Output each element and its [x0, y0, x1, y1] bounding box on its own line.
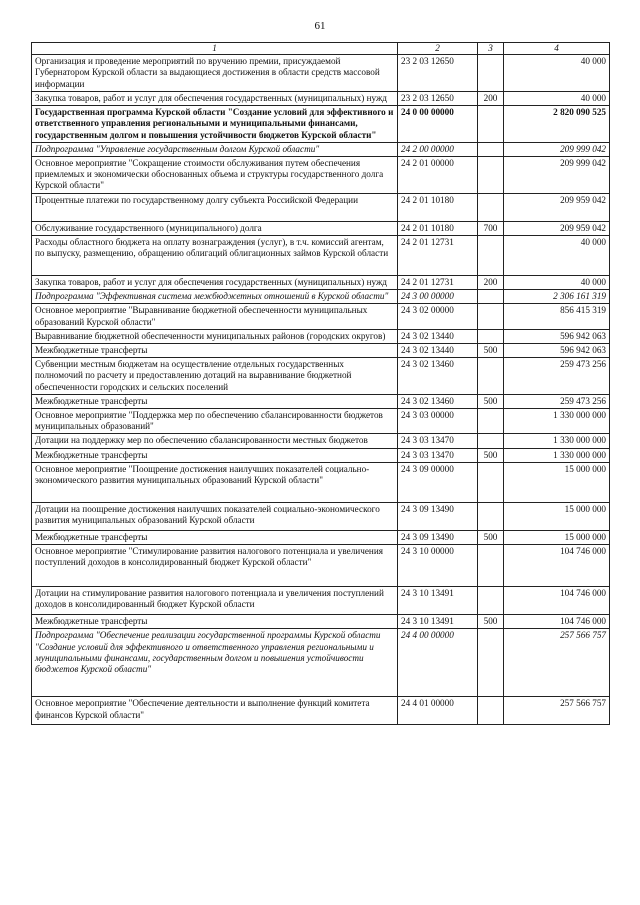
- row-amount-cell: 40 000: [504, 235, 610, 275]
- table-row: [32, 193, 610, 221]
- row-expense-type-cell: [478, 358, 504, 395]
- row-code-cell: 24 0 00 00000: [398, 106, 478, 143]
- row-name-cell: Процентные платежи по государственному долгу субъекта Российской Федерации: [32, 193, 398, 221]
- row-amount-cell: 596 942 063: [504, 329, 610, 343]
- table-row: [32, 629, 610, 697]
- row-amount-cell: 104 746 000: [504, 615, 610, 629]
- row-expense-type-cell: [478, 587, 504, 615]
- row-expense-type-cell: [478, 55, 504, 92]
- row-amount-cell: 596 942 063: [504, 343, 610, 357]
- page-number: 61: [314, 20, 326, 32]
- table-row: [32, 290, 610, 304]
- table-row: [32, 156, 610, 193]
- row-code-cell: 24 3 09 13490: [398, 502, 478, 530]
- row-amount-cell: 1 330 000 000: [504, 448, 610, 462]
- table-row: [32, 587, 610, 615]
- row-name-cell: Дотации на поощрение достижения наилучших показателей социально-экономического развития муниципальных образований Курской области: [32, 502, 398, 530]
- row-amount-cell: 104 746 000: [504, 545, 610, 587]
- row-expense-type-cell: [478, 462, 504, 502]
- row-code-cell: 23 2 03 12650: [398, 55, 478, 92]
- row-name-cell: Закупка товаров, работ и услуг для обеспечения государственных (муниципальных) нужд: [32, 91, 398, 105]
- row-expense-type-cell: [478, 409, 504, 434]
- row-expense-type-cell: [478, 434, 504, 448]
- table-row: [32, 221, 610, 235]
- budget-table: [31, 42, 610, 725]
- row-code-cell: 24 3 10 13491: [398, 615, 478, 629]
- row-code-cell: 24 2 01 10180: [398, 221, 478, 235]
- row-code-cell: 24 3 03 13470: [398, 448, 478, 462]
- row-name-cell: Межбюджетные трансферты: [32, 394, 398, 408]
- row-code-cell: 24 3 09 00000: [398, 462, 478, 502]
- row-expense-type-cell: 200: [478, 91, 504, 105]
- row-expense-type-cell: [478, 290, 504, 304]
- row-code-cell: 24 3 02 13460: [398, 394, 478, 408]
- row-code-cell: 23 2 03 12650: [398, 91, 478, 105]
- row-amount-cell: 1 330 000 000: [504, 434, 610, 448]
- row-expense-type-cell: [478, 193, 504, 221]
- row-amount-cell: 209 959 042: [504, 193, 610, 221]
- column-header-code: 2: [398, 43, 478, 55]
- row-code-cell: 24 4 00 00000: [398, 629, 478, 697]
- table-row: [32, 462, 610, 502]
- row-expense-type-cell: [478, 629, 504, 697]
- table-row: [32, 91, 610, 105]
- table-row: [32, 502, 610, 530]
- row-code-cell: 24 2 01 10180: [398, 193, 478, 221]
- column-header-name: 1: [32, 43, 398, 55]
- row-expense-type-cell: [478, 329, 504, 343]
- table-row: [32, 358, 610, 395]
- row-amount-cell: 40 000: [504, 275, 610, 289]
- row-name-cell: Основное мероприятие "Поощрение достижения наилучших показателей социально-экономического развития муниципальных образований Курской области": [32, 462, 398, 502]
- row-code-cell: 24 2 01 12731: [398, 275, 478, 289]
- row-expense-type-cell: [478, 304, 504, 329]
- table-row: [32, 530, 610, 544]
- row-expense-type-cell: [478, 156, 504, 193]
- row-expense-type-cell: 700: [478, 221, 504, 235]
- column-header-amount: 4: [504, 43, 610, 55]
- row-expense-type-cell: 500: [478, 615, 504, 629]
- row-code-cell: 24 3 02 00000: [398, 304, 478, 329]
- row-name-cell: Основное мероприятие "Обеспечение деятельности и выполнение функций комитета финансов Курской области": [32, 697, 398, 725]
- row-name-cell: Субвенции местным бюджетам на осуществление отдельных государственных полномочий по расчету и предоставлению дотаций на выравнивание бюджетной обеспеченности городских и сельских поселений: [32, 358, 398, 395]
- row-amount-cell: 856 415 319: [504, 304, 610, 329]
- table-row: [32, 142, 610, 156]
- row-code-cell: 24 3 10 00000: [398, 545, 478, 587]
- row-amount-cell: 104 746 000: [504, 587, 610, 615]
- row-name-cell: Закупка товаров, работ и услуг для обеспечения государственных (муниципальных) нужд: [32, 275, 398, 289]
- row-code-cell: 24 3 03 00000: [398, 409, 478, 434]
- row-amount-cell: 40 000: [504, 91, 610, 105]
- row-code-cell: 24 3 00 00000: [398, 290, 478, 304]
- row-amount-cell: 15 000 000: [504, 462, 610, 502]
- table-row: [32, 106, 610, 143]
- row-name-cell: Дотации на стимулирование развития налогового потенциала и увеличения поступлений доходов в консолидированный бюджет Курской области: [32, 587, 398, 615]
- row-code-cell: 24 4 01 00000: [398, 697, 478, 725]
- row-name-cell: Межбюджетные трансферты: [32, 530, 398, 544]
- row-expense-type-cell: [478, 142, 504, 156]
- row-code-cell: 24 3 03 13470: [398, 434, 478, 448]
- table-row: [32, 55, 610, 92]
- row-code-cell: 24 3 02 13440: [398, 343, 478, 357]
- row-name-cell: Основное мероприятие "Сокращение стоимости обслуживания путем обеспечения приемлемых и экономически обоснованных объема и структуры государственного долга Курской области": [32, 156, 398, 193]
- row-name-cell: Организация и проведение мероприятий по вручению премии, присуждаемой Губернатором Курской области за выдающиеся достижения в области средств массовой информации: [32, 55, 398, 92]
- row-amount-cell: 1 330 000 000: [504, 409, 610, 434]
- row-name-cell: Подпрограмма "Эффективная система межбюджетных отношений в Курской области": [32, 290, 398, 304]
- row-amount-cell: 15 000 000: [504, 530, 610, 544]
- table-row: [32, 434, 610, 448]
- row-amount-cell: 259 473 256: [504, 358, 610, 395]
- row-expense-type-cell: 500: [478, 448, 504, 462]
- row-name-cell: Основное мероприятие "Стимулирование развития налогового потенциала и увеличения поступлений доходов в консолидированный бюджет Курской области": [32, 545, 398, 587]
- table-row: [32, 697, 610, 725]
- row-name-cell: Подпрограмма "Управление государственным долгом Курской области": [32, 142, 398, 156]
- row-name-cell: Расходы областного бюджета на оплату вознаграждения (услуг), в т.ч. комиссий агентам, по выпуску, размещению, обращению облигаций облигационных займов Курской области: [32, 235, 398, 275]
- row-amount-cell: 40 000: [504, 55, 610, 92]
- row-amount-cell: 15 000 000: [504, 502, 610, 530]
- row-amount-cell: 259 473 256: [504, 394, 610, 408]
- row-expense-type-cell: 500: [478, 343, 504, 357]
- row-expense-type-cell: 200: [478, 275, 504, 289]
- row-code-cell: 24 3 02 13460: [398, 358, 478, 395]
- table-row: [32, 409, 610, 434]
- column-header-expense-type: 3: [478, 43, 504, 55]
- row-expense-type-cell: [478, 235, 504, 275]
- row-amount-cell: 257 566 757: [504, 629, 610, 697]
- row-name-cell: Межбюджетные трансферты: [32, 448, 398, 462]
- row-expense-type-cell: [478, 502, 504, 530]
- row-code-cell: 24 2 00 00000: [398, 142, 478, 156]
- row-amount-cell: 209 959 042: [504, 221, 610, 235]
- row-name-cell: Дотации на поддержку мер по обеспечению сбалансированности местных бюджетов: [32, 434, 398, 448]
- row-name-cell: Основное мероприятие "Поддержка мер по обеспечению сбалансированности бюджетов муниципальных образований": [32, 409, 398, 434]
- row-code-cell: 24 3 10 13491: [398, 587, 478, 615]
- row-name-cell: Государственная программа Курской области "Создание условий для эффективного и ответственного управления региональными и муниципальными финансами, государственным долгом и повышения устойчивости бюджетов Курской области": [32, 106, 398, 143]
- row-code-cell: 24 2 01 12731: [398, 235, 478, 275]
- row-expense-type-cell: [478, 697, 504, 725]
- table-row: [32, 235, 610, 275]
- row-amount-cell: 209 999 042: [504, 156, 610, 193]
- table-row: [32, 304, 610, 329]
- row-expense-type-cell: 500: [478, 530, 504, 544]
- header-row: [32, 43, 610, 55]
- table-row: [32, 329, 610, 343]
- row-name-cell: Основное мероприятие "Выравнивание бюджетной обеспеченности муниципальных образований Курской области": [32, 304, 398, 329]
- row-amount-cell: 2 306 161 319: [504, 290, 610, 304]
- table-body: [32, 55, 610, 725]
- row-name-cell: Межбюджетные трансферты: [32, 343, 398, 357]
- row-name-cell: Подпрограмма "Обеспечение реализации государственной программы Курской области "Создание условий для эффективного и ответственного управления региональными и муниципальными финансами, государственным долгом и повышения устойчивости бюджетов Курской области": [32, 629, 398, 697]
- table-row: [32, 545, 610, 587]
- row-amount-cell: 2 820 090 525: [504, 106, 610, 143]
- row-amount-cell: 209 999 042: [504, 142, 610, 156]
- row-expense-type-cell: [478, 545, 504, 587]
- row-name-cell: Межбюджетные трансферты: [32, 615, 398, 629]
- row-expense-type-cell: 500: [478, 394, 504, 408]
- table-row: [32, 448, 610, 462]
- table-row: [32, 275, 610, 289]
- row-name-cell: Выравнивание бюджетной обеспеченности муниципальных районов (городских округов): [32, 329, 398, 343]
- row-expense-type-cell: [478, 106, 504, 143]
- row-name-cell: Обслуживание государственного (муниципального) долга: [32, 221, 398, 235]
- row-code-cell: 24 2 01 00000: [398, 156, 478, 193]
- row-code-cell: 24 3 09 13490: [398, 530, 478, 544]
- row-amount-cell: 257 566 757: [504, 697, 610, 725]
- table-row: [32, 394, 610, 408]
- table-row: [32, 615, 610, 629]
- row-code-cell: 24 3 02 13440: [398, 329, 478, 343]
- table-row: [32, 343, 610, 357]
